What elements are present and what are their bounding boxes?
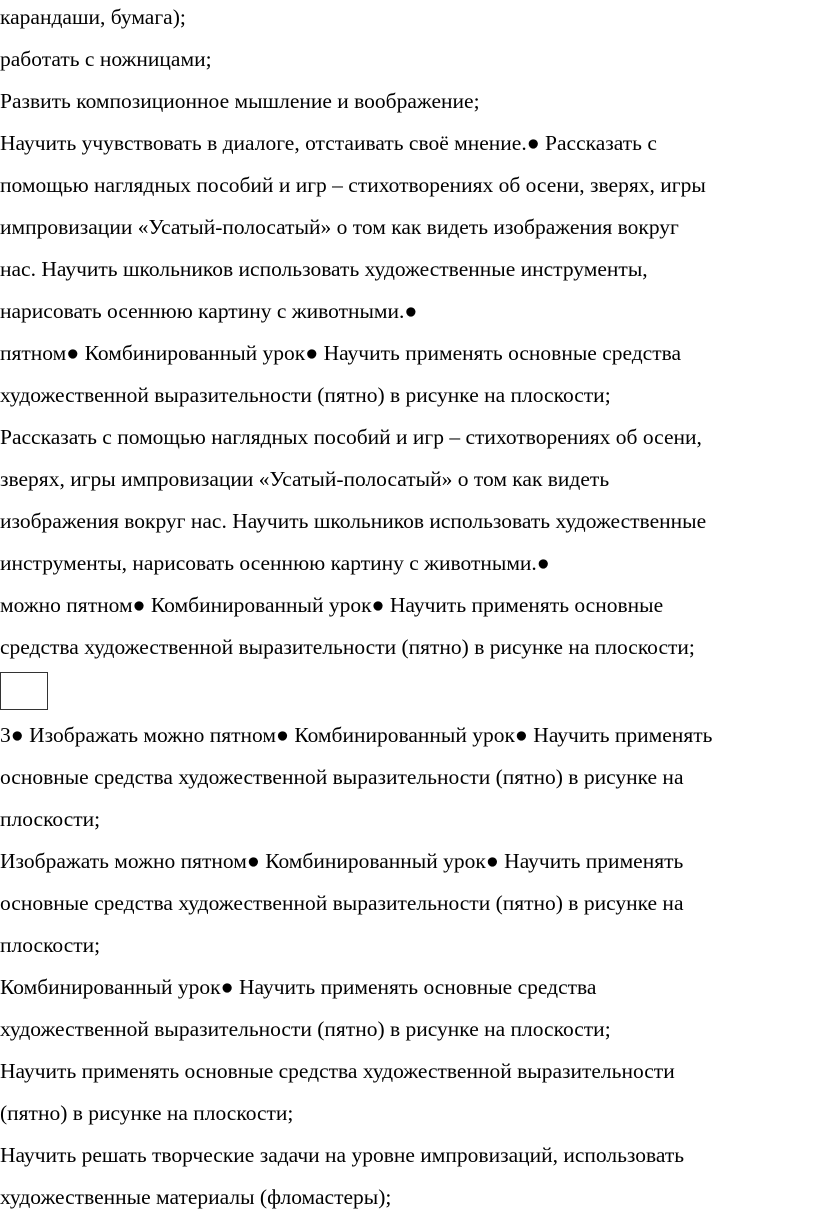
text-line: средства художественной выразительности (пятно) в рисунке на плоскости; (0, 635, 695, 659)
text-line: основные средства художественной выразительности (пятно) в рисунке на (0, 765, 684, 789)
text-line: Научить учувствовать в диалоге, отстаивать своё мнение.● Рассказать с (0, 131, 657, 155)
text-line: 3● Изображать можно пятном● Комбинированный урок● Научить применять (0, 723, 713, 747)
text-line: плоскости; (0, 807, 101, 831)
text-line: Развить композиционное мышление и воображение; (0, 89, 480, 113)
text-block-lower (0, 714, 816, 1218)
text-line: Научить применять основные средства художественной выразительности (0, 1059, 675, 1083)
text-line: Изображать можно пятном● Комбинированный урок● Научить применять (0, 849, 684, 873)
text-line: (пятно) в рисунке на плоскости; (0, 1101, 294, 1125)
text-line: инструменты, нарисовать осеннюю картину с животными.● (0, 551, 550, 575)
text-line: Комбинированный урок● Научить применять основные средства (0, 975, 597, 999)
text-line: помощью наглядных пособий и игр – стихотворениях об осени, зверях, игры (0, 173, 706, 197)
text-line: художественной выразительности (пятно) в рисунке на плоскости; (0, 1017, 611, 1041)
text-line: работать с ножницами; (0, 47, 212, 71)
text-line: плоскости; (0, 933, 101, 957)
text-line: изображения вокруг нас. Научить школьников использовать художественные (0, 509, 707, 533)
text-line: нас. Научить школьников использовать художественные инструменты, (0, 257, 648, 281)
text-line: можно пятном● Комбинированный урок● Научить применять основные (0, 593, 664, 617)
text-line: зверях, игры импровизации «Усатый-полосатый» о том как видеть (0, 467, 610, 491)
empty-box-row (0, 672, 816, 714)
text-line: нарисовать осеннюю картину с животными.● (0, 299, 418, 323)
text-line: карандаши, бумага); (0, 5, 186, 29)
text-line: художественные материалы (фломастеры); (0, 1185, 392, 1209)
text-line: импровизации «Усатый-полосатый» о том как видеть изображения вокруг (0, 215, 679, 239)
text-line: основные средства художественной выразительности (пятно) в рисунке на (0, 891, 684, 915)
text-line: художественной выразительности (пятно) в рисунке на плоскости; (0, 383, 611, 407)
text-line: Научить решать творческие задачи на уровне импровизаций, использовать (0, 1143, 685, 1167)
text-line: Рассказать с помощью наглядных пособий и игр – стихотворениях об осени, (0, 425, 702, 449)
empty-box (0, 672, 48, 710)
text-line: пятном● Комбинированный урок● Научить применять основные средства (0, 341, 682, 365)
